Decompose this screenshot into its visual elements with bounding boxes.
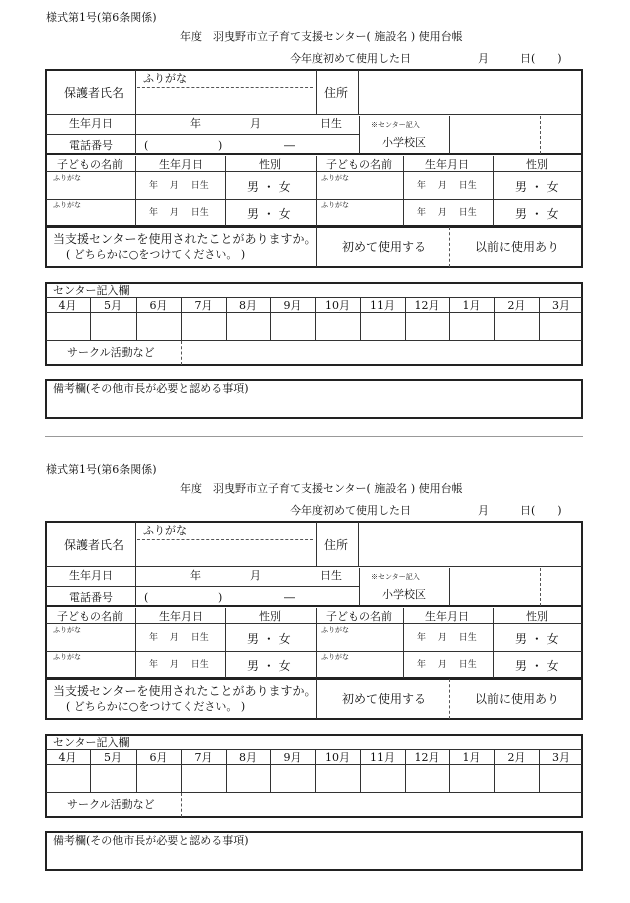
guardian-furigana-label: ふりがな: [143, 524, 187, 537]
circle-activity-field[interactable]: [183, 342, 581, 364]
child-birth-header-left: 生年月日: [159, 610, 203, 623]
circle-activity-label: サークル活動など: [67, 798, 155, 811]
birth-year-label: 年: [190, 569, 201, 582]
month-label: 10月: [325, 299, 350, 312]
child-name-header-left: 子どもの名前: [57, 158, 123, 171]
form-title: 年度 羽曳野市立子育て支援センター( 施設名 ) 使用台帳: [180, 30, 463, 43]
cut-line-divider: [45, 436, 583, 437]
month-entry-cell[interactable]: [316, 313, 359, 339]
month-label: 12月: [414, 299, 440, 312]
form-number: 様式第1号(第6条関係): [46, 11, 157, 24]
guardian-name-label: 保護者氏名: [64, 86, 125, 100]
child-name-field[interactable]: [317, 172, 402, 198]
guardian-birthdate-field[interactable]: [137, 567, 357, 585]
month-entry-cell[interactable]: [540, 313, 582, 339]
month-entry-cell[interactable]: [450, 765, 493, 791]
prior-use-question: 当支援センターを使用されたことがありますか。: [53, 684, 317, 698]
first-use-day-field[interactable]: [490, 501, 518, 518]
first-time-option[interactable]: 初めて使用する: [342, 240, 427, 254]
remarks-label: 備考欄(その他市長が必要と認める事項): [53, 382, 249, 395]
guardian-name-field[interactable]: [137, 90, 313, 112]
phone-open-paren: (: [144, 591, 149, 604]
month-entry-cell[interactable]: [46, 765, 89, 791]
month-label: 3月: [552, 299, 570, 312]
month-label: 2月: [507, 299, 526, 312]
center-record-title: センター記入欄: [53, 284, 130, 297]
first-use-label: 今年度初めて使用した日: [290, 504, 411, 517]
month-label: 12月: [414, 751, 440, 764]
prior-use-question: 当支援センターを使用されたことがありますか。: [53, 232, 317, 246]
child-name-header-left: 子どもの名前: [57, 610, 123, 623]
remarks-label: 備考欄(その他市長が必要と認める事項): [53, 834, 249, 847]
month-entry-cell[interactable]: [137, 765, 180, 791]
first-use-day-label: 日( ): [520, 504, 562, 517]
child-name-field[interactable]: [317, 652, 402, 677]
child-birthdate-label: 年 月 日生: [149, 660, 209, 670]
school-district-field[interactable]: [450, 116, 538, 154]
month-label: 7月: [194, 299, 213, 312]
birth-year-label: 年: [190, 117, 201, 130]
child-furigana-label: ふりがな: [321, 653, 349, 661]
child-gender-choice[interactable]: 男 ・ 女: [247, 659, 291, 673]
child-furigana-label: ふりがな: [53, 626, 81, 634]
remarks-field[interactable]: [47, 396, 581, 417]
guardian-furigana-label: ふりがな: [143, 72, 187, 85]
child-gender-header-right: 性別: [526, 158, 548, 171]
month-label: 10月: [325, 751, 350, 764]
school-district-label: 小学校区: [382, 136, 426, 149]
birth-month-label: 月: [250, 117, 261, 130]
birth-day-label: 日生: [320, 117, 342, 130]
month-label: 11月: [370, 751, 395, 764]
used-before-option[interactable]: 以前に使用あり: [475, 240, 560, 254]
month-entry-cell[interactable]: [271, 313, 314, 339]
address-label: 住所: [324, 538, 349, 552]
child-name-field[interactable]: [317, 624, 402, 650]
phone-close-paren: ): [218, 139, 223, 152]
child-name-header-right: 子どもの名前: [326, 158, 392, 171]
phone-dash: ―: [284, 139, 295, 152]
child-gender-header-left: 性別: [259, 610, 281, 623]
child-gender-choice[interactable]: 男 ・ 女: [515, 632, 559, 646]
form-title: 年度 羽曳野市立子育て支援センター( 施設名 ) 使用台帳: [180, 482, 463, 495]
first-use-month-label: 月: [478, 52, 489, 65]
birth-day-label: 日生: [320, 569, 342, 582]
guardian-name-label: 保護者氏名: [64, 538, 125, 552]
month-entry-cell[interactable]: [450, 313, 493, 339]
address-field[interactable]: [360, 71, 581, 113]
month-label: 6月: [149, 751, 168, 764]
child-furigana-label: ふりがな: [321, 626, 349, 634]
child-gender-choice[interactable]: 男 ・ 女: [247, 180, 291, 194]
center-record-title: センター記入欄: [53, 736, 130, 749]
child-name-field[interactable]: [317, 200, 402, 225]
phone-dash: ―: [284, 591, 295, 604]
center-entry-note: ※センター記入: [371, 121, 420, 129]
month-entry-cell[interactable]: [91, 765, 135, 791]
month-entry-cell[interactable]: [361, 765, 404, 791]
child-gender-choice[interactable]: 男 ・ 女: [247, 632, 291, 646]
used-before-option[interactable]: 以前に使用あり: [475, 692, 560, 706]
month-entry-cell[interactable]: [495, 313, 538, 339]
month-entry-cell[interactable]: [227, 313, 269, 339]
month-label: 8月: [239, 299, 257, 312]
circle-activity-label: サークル活動など: [67, 346, 155, 359]
month-entry-cell[interactable]: [316, 765, 359, 791]
guardian-birth-label: 生年月日: [69, 117, 113, 130]
child-birthdate-label: 年 月 日生: [149, 181, 209, 191]
month-entry-cell[interactable]: [182, 313, 225, 339]
phone-label: 電話番号: [69, 139, 113, 152]
child-gender-choice[interactable]: 男 ・ 女: [247, 207, 291, 221]
first-use-month-field[interactable]: [412, 501, 476, 518]
month-entry-cell[interactable]: [91, 313, 135, 339]
month-entry-cell[interactable]: [495, 765, 538, 791]
child-furigana-label: ふりがな: [53, 653, 81, 661]
child-gender-choice[interactable]: 男 ・ 女: [515, 180, 559, 194]
month-entry-cell[interactable]: [227, 765, 269, 791]
circle-activity-field[interactable]: [183, 794, 581, 816]
month-label: 9月: [283, 299, 302, 312]
child-name-field[interactable]: [47, 200, 134, 225]
form-number: 様式第1号(第6条関係): [46, 463, 157, 476]
month-entry-cell[interactable]: [46, 313, 89, 339]
child-name-field[interactable]: [47, 624, 134, 650]
month-label: 1月: [462, 751, 481, 764]
first-use-day-label: 日( ): [520, 52, 562, 65]
child-gender-choice[interactable]: 男 ・ 女: [515, 207, 559, 221]
child-furigana-label: ふりがな: [53, 174, 81, 182]
guardian-name-field[interactable]: [137, 542, 313, 564]
month-entry-cell[interactable]: [361, 313, 404, 339]
month-label: 11月: [370, 299, 395, 312]
child-birthdate-label: 年 月 日生: [149, 208, 209, 218]
child-birth-header-left: 生年月日: [159, 158, 203, 171]
phone-field[interactable]: [137, 135, 357, 153]
prior-use-instruction: ( どちらかに○をつけてください。 ): [66, 700, 246, 713]
month-entry-cell[interactable]: [540, 765, 582, 791]
first-use-month-field[interactable]: [412, 49, 476, 66]
month-label: 3月: [552, 751, 570, 764]
month-label: 1月: [462, 299, 481, 312]
child-birth-header-right: 生年月日: [425, 158, 469, 171]
prior-use-instruction: ( どちらかに○をつけてください。 ): [66, 248, 246, 261]
month-label: 5月: [104, 751, 122, 764]
month-label: 7月: [194, 751, 213, 764]
month-entry-cell[interactable]: [137, 313, 180, 339]
child-gender-header-right: 性別: [526, 610, 548, 623]
first-use-day-field[interactable]: [490, 49, 518, 66]
month-entry-cell[interactable]: [271, 765, 314, 791]
phone-close-paren: ): [218, 591, 223, 604]
child-birthdate-label: 年 月 日生: [417, 208, 477, 218]
child-gender-choice[interactable]: 男 ・ 女: [515, 659, 559, 673]
phone-field[interactable]: [137, 587, 357, 605]
month-label: 2月: [507, 751, 526, 764]
address-label: 住所: [324, 86, 349, 100]
child-name-field[interactable]: [47, 652, 134, 677]
child-gender-header-left: 性別: [259, 158, 281, 171]
guardian-birth-label: 生年月日: [69, 569, 113, 582]
phone-label: 電話番号: [69, 591, 113, 604]
child-name-header-right: 子どもの名前: [326, 610, 392, 623]
month-label: 9月: [283, 751, 302, 764]
school-district-field[interactable]: [450, 568, 538, 606]
phone-open-paren: (: [144, 139, 149, 152]
child-furigana-label: ふりがな: [53, 201, 81, 209]
child-birthdate-label: 年 月 日生: [417, 660, 477, 670]
birth-month-label: 月: [250, 569, 261, 582]
month-label: 8月: [239, 751, 257, 764]
month-entry-cell[interactable]: [406, 765, 448, 791]
month-entry-cell[interactable]: [182, 765, 225, 791]
child-birthdate-label: 年 月 日生: [149, 633, 209, 643]
first-use-month-label: 月: [478, 504, 489, 517]
child-birthdate-label: 年 月 日生: [417, 633, 477, 643]
first-time-option[interactable]: 初めて使用する: [342, 692, 427, 706]
child-furigana-label: ふりがな: [321, 201, 349, 209]
school-district-label: 小学校区: [382, 588, 426, 601]
address-field[interactable]: [360, 523, 581, 565]
month-label: 5月: [104, 299, 122, 312]
remarks-field[interactable]: [47, 848, 581, 869]
center-entry-note: ※センター記入: [371, 573, 420, 581]
month-label: 4月: [58, 299, 77, 312]
month-label: 6月: [149, 299, 168, 312]
child-birth-header-right: 生年月日: [425, 610, 469, 623]
child-name-field[interactable]: [47, 172, 134, 198]
guardian-birthdate-field[interactable]: [137, 115, 357, 133]
child-birthdate-label: 年 月 日生: [417, 181, 477, 191]
first-use-label: 今年度初めて使用した日: [290, 52, 411, 65]
month-label: 4月: [58, 751, 77, 764]
month-entry-cell[interactable]: [406, 313, 448, 339]
child-furigana-label: ふりがな: [321, 174, 349, 182]
